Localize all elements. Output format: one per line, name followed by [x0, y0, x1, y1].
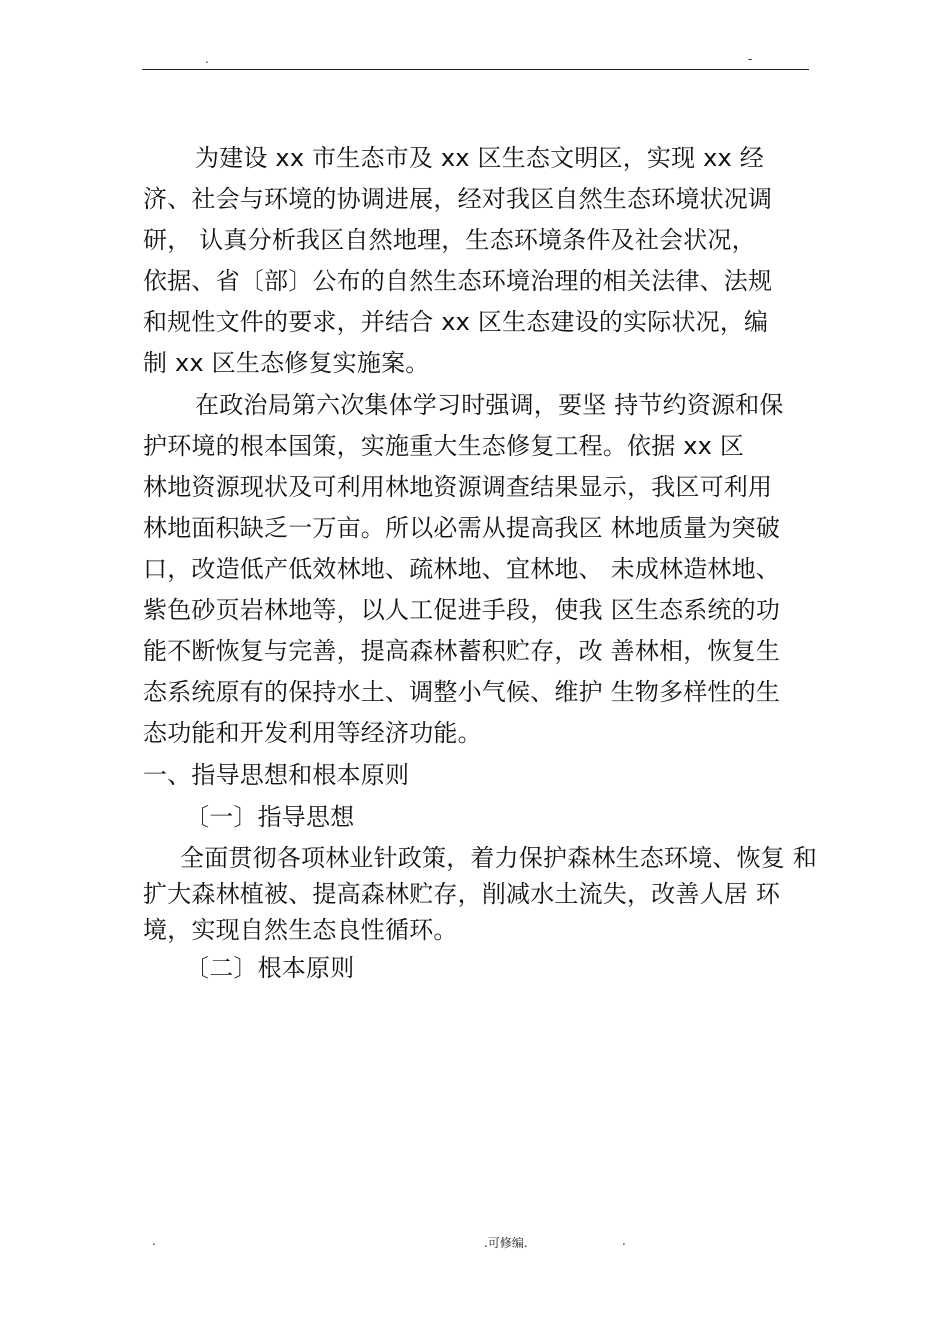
paragraph-line: 在政治局第六次集体学习时强调，要坚 持节约资源和保	[195, 391, 784, 419]
paragraph-line: 口，改造低产低效林地、疏林地、宜林地、 未成林造林地、	[143, 555, 781, 583]
paragraph-line: 为建设 xx 市生态市及 xx 区生态文明区，实现 xx 经	[195, 144, 764, 172]
paragraph-line: 依据、省〔部〕公布的自然生态环境治理的相关法律、法规	[143, 267, 773, 295]
footer-editable-note: .可修编.	[484, 1236, 528, 1250]
header-rule	[142, 69, 809, 70]
subsection-heading: 〔二〕根本原则	[185, 954, 355, 982]
paragraph-line: 制 xx 区生态修复实施案。	[143, 349, 430, 377]
footer-right-mark: .	[622, 1234, 626, 1248]
paragraph-line: 林地面积缺乏一万亩。所以必需从提高我区 林地质量为突破	[143, 514, 781, 542]
section-heading: 一、指导思想和根本原则	[143, 761, 410, 789]
paragraph-line: 紫色砂页岩林地等，以人工促进手段，使我 区生态系统的功	[143, 596, 781, 624]
paragraph-line: 扩大森林植被、提高森林贮存，削减水土流失，改善人居 环	[143, 880, 781, 908]
paragraph-line: 境，实现自然生态良性循环。	[143, 916, 458, 944]
paragraph-line: 林地资源现状及可利用林地资源调查结果显示，我区可利用	[143, 473, 773, 501]
paragraph-line: 和规性文件的要求，并结合 xx 区生态建设的实际状况，编	[143, 308, 769, 336]
paragraph-line: 全面贯彻各项林业针政策，着力保护森林生态环境、恢复 和	[180, 844, 818, 872]
paragraph-line: 护环境的根本国策，实施重大生态修复工程。依据 xx 区	[143, 432, 745, 460]
header-left-mark: .	[205, 52, 209, 66]
subsection-heading: 〔一〕指导思想	[185, 803, 355, 831]
paragraph-line: 态功能和开发利用等经济功能。	[143, 719, 482, 747]
paragraph-line: 济、社会与环境的协调进展，经对我区自然生态环境状况调	[143, 185, 773, 213]
paragraph-line: 研， 认真分析我区自然地理，生态环境条件及社会状况，	[143, 226, 756, 254]
footer-left-mark: .	[152, 1234, 156, 1248]
paragraph-line: 态系统原有的保持水土、调整小气候、维护 生物多样性的生	[143, 678, 781, 706]
header-right-mark: -	[748, 52, 753, 66]
paragraph-line: 能不断恢复与完善，提高森林蓄积贮存，改 善林相，恢复生	[143, 637, 781, 665]
